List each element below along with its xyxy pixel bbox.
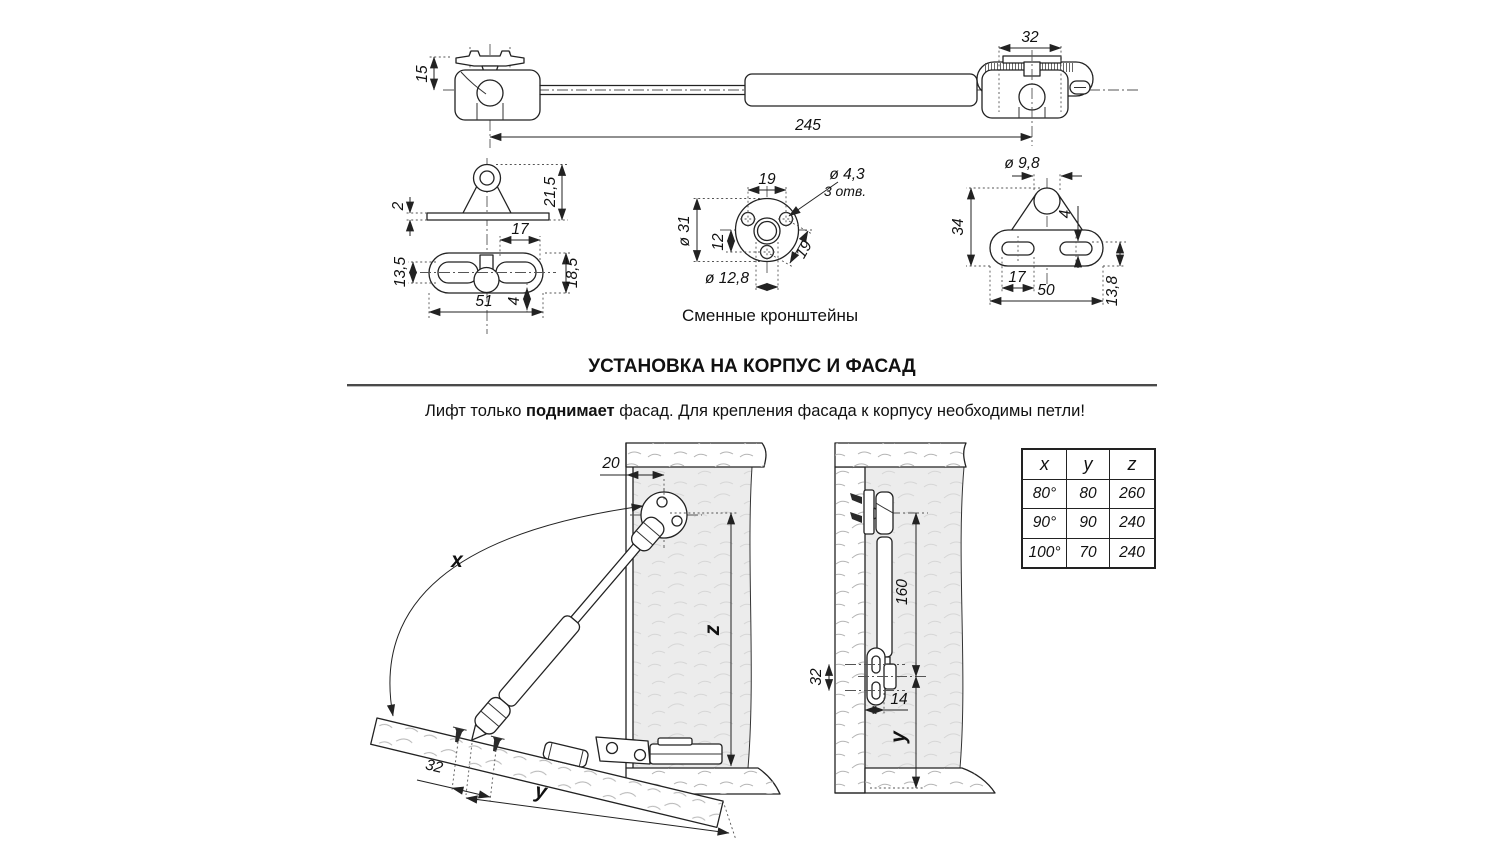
dim-slot-pitch-closed: 32 [808, 668, 825, 686]
open-position-diagram [371, 443, 780, 840]
dim-hole-dia: ø 4,3 [829, 166, 865, 183]
dim-bracket-height: 21,5 [542, 176, 559, 208]
strut-body-closed [877, 537, 892, 657]
table-cell: 240 [1119, 543, 1145, 561]
table-cell: 70 [1067, 539, 1110, 568]
installation-note [290, 402, 1220, 421]
table-cell: 80 [1067, 480, 1110, 510]
table-header-y: y [1067, 450, 1110, 480]
note-emphasis: поднимает [526, 402, 615, 420]
label-opening-angle: x [451, 549, 463, 572]
bracket-tee-view [950, 155, 1126, 306]
title-divider [347, 384, 1157, 387]
table-cell: 260 [1110, 480, 1154, 510]
table-cell: 80° [1023, 480, 1067, 510]
dim-strut-length-closed: 160 [894, 579, 911, 605]
dim-round-offset: 12 [710, 233, 727, 251]
brackets-caption: Сменные кронштейны [681, 306, 859, 325]
dim-tee-base-height: 13,8 [1104, 275, 1121, 307]
bracket-round-view [676, 166, 866, 292]
strut-left-ball [477, 80, 503, 106]
dim-hole-pitch: 19 [758, 171, 776, 188]
dimension-table [1021, 448, 1156, 569]
dim-front-offset: 20 [602, 455, 620, 472]
table-cell: 240 [1110, 509, 1154, 539]
dim-strut-length: 245 [795, 117, 821, 134]
dim-tee-slot-width: 4 [1057, 209, 1074, 219]
wall-plate [864, 490, 874, 534]
dim-bracket-length: 51 [475, 293, 493, 310]
dim-edge-offset: 14 [890, 691, 908, 708]
dim-strut-mount-height: 15 [414, 65, 431, 83]
label-door-length-closed: y [887, 731, 910, 743]
label-mount-height: z [701, 624, 724, 636]
bracket-base-plate [427, 213, 549, 220]
table-cell: 90° [1023, 509, 1067, 539]
dim-hole-count: 3 отв. [823, 183, 867, 199]
dim-screw-pitch: 32 [423, 756, 445, 777]
table-cell: 90 [1067, 509, 1110, 539]
dim-tee-hole-dia: ø 9,8 [1004, 155, 1040, 172]
note-lead: Лифт только [425, 402, 527, 420]
closed-position-diagram [808, 443, 995, 793]
label-door-length: y [533, 779, 549, 804]
dim-strut-bracket-width: 32 [1021, 29, 1039, 46]
dim-width-right: 18,5 [564, 257, 581, 289]
dim-tee-width: 50 [1037, 282, 1055, 299]
dim-plate-thickness: 2 [390, 201, 407, 211]
dim-diag-pitch: 19 [792, 238, 816, 262]
dim-bracket-offset: 4 [506, 296, 523, 306]
table-cell: 100° [1023, 539, 1067, 568]
strut-side-view [414, 29, 1140, 148]
strut-cap-closed [876, 492, 893, 534]
dim-slot-length: 17 [511, 221, 529, 238]
table-header-x: x [1023, 450, 1067, 480]
dim-tee-slot-pitch: 17 [1008, 269, 1026, 286]
section-title: УСТАНОВКА НА КОРПУС И ФАСАД [588, 356, 916, 377]
bracket-side-view [390, 158, 581, 334]
dim-width-left: 13,5 [392, 256, 409, 288]
strut-cylinder [745, 74, 977, 106]
dim-bore-dia: ø 12,8 [705, 270, 749, 287]
note-tail: фасад. Для крепления фасада к корпусу необходимы петли! [614, 402, 1085, 420]
dim-tee-height: 34 [950, 218, 967, 236]
table-header-z: z [1110, 450, 1154, 480]
dim-outer-dia: ø 31 [676, 215, 693, 247]
